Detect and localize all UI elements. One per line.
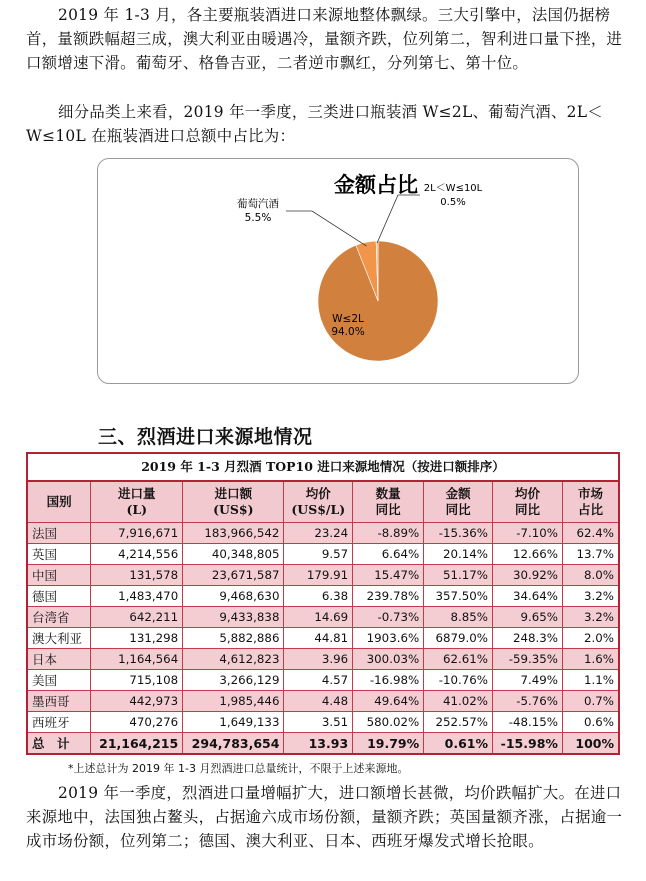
value-cell: 470,276 <box>91 712 183 733</box>
value-cell: 131,298 <box>91 628 183 649</box>
table-header-row <box>27 481 619 523</box>
value-cell: -7.10% <box>493 523 563 544</box>
value-cell: 23.24 <box>284 523 353 544</box>
value-cell: 51.17% <box>424 565 493 586</box>
value-cell: 580.02% <box>353 712 424 733</box>
country-cell: 台湾省 <box>27 607 91 628</box>
paragraph-intro: 2019 年 1-3 月，各主要瓶装酒进口来源地整体飘绿。三大引擎中，法国仍据榜首，量额跌幅超三成，澳大利亚由暖遇冷，量额齐跌，位列第二，智利进口量下挫，进口额增速下滑。葡萄牙、格鲁吉亚，二者逆市飘红，分列第七、第十位。 <box>26 6 623 72</box>
country-cell: 美国 <box>27 670 91 691</box>
value-cell: 1,649,133 <box>183 712 284 733</box>
country-cell: 墨西哥 <box>27 691 91 712</box>
country-cell: 英国 <box>27 544 91 565</box>
value-cell: 13.7% <box>562 544 619 565</box>
value-cell: 23,671,587 <box>183 565 284 586</box>
table-row <box>27 586 619 607</box>
leader-line <box>286 211 367 246</box>
total-value-cell: 21,164,215 <box>91 733 183 755</box>
value-cell: 6.64% <box>353 544 424 565</box>
value-cell: 5,882,886 <box>183 628 284 649</box>
column-header <box>183 481 284 523</box>
value-cell: 252.57% <box>424 712 493 733</box>
value-cell: 4,612,823 <box>183 649 284 670</box>
value-cell: 3.2% <box>562 607 619 628</box>
value-cell: 14.69 <box>284 607 353 628</box>
table-row <box>27 691 619 712</box>
value-cell: 49.64% <box>353 691 424 712</box>
column-header <box>91 481 183 523</box>
value-cell: 9.57 <box>284 544 353 565</box>
pie-chart-panel <box>97 158 579 384</box>
value-cell: -16.98% <box>353 670 424 691</box>
value-cell: 183,966,542 <box>183 523 284 544</box>
column-header <box>353 481 424 523</box>
column-header-line: 同比 <box>514 502 540 517</box>
paragraph-category: 细分品类上来看，2019 年一季度，三类进口瓶装酒 W≤2L、葡萄汽酒、2L＜W≤10L 在瓶装酒进口总额中占比为： <box>26 103 603 145</box>
value-cell: 1903.6% <box>353 628 424 649</box>
value-cell: 7.49% <box>493 670 563 691</box>
total-value-cell: 100% <box>562 733 619 755</box>
value-cell: -5.76% <box>493 691 563 712</box>
value-cell: 40,348,805 <box>183 544 284 565</box>
table-total-row <box>27 733 619 755</box>
column-header-line: 同比 <box>375 502 401 517</box>
value-cell: 34.64% <box>493 586 563 607</box>
value-cell: 642,211 <box>91 607 183 628</box>
value-cell: 239.78% <box>353 586 424 607</box>
value-cell: 3.2% <box>562 586 619 607</box>
value-cell: 8.0% <box>562 565 619 586</box>
column-header-line: 占比 <box>577 502 603 517</box>
total-value-cell: -15.98% <box>493 733 563 755</box>
column-header-line: (L) <box>126 502 148 517</box>
leader-line <box>377 195 420 243</box>
value-cell: 3,266,129 <box>183 670 284 691</box>
value-cell: -48.15% <box>493 712 563 733</box>
column-header-line: 金额 <box>445 486 471 501</box>
column-header-line: (US$/L) <box>291 502 346 517</box>
total-label-cell: 总 计 <box>27 733 91 755</box>
column-header-line: 进口额 <box>214 486 253 501</box>
value-cell: 4,214,556 <box>91 544 183 565</box>
country-cell: 澳大利亚 <box>27 628 91 649</box>
value-cell: 0.7% <box>562 691 619 712</box>
value-cell: 7,916,671 <box>91 523 183 544</box>
value-cell: 1.6% <box>562 649 619 670</box>
country-cell: 日本 <box>27 649 91 670</box>
column-header-line: 同比 <box>445 502 471 517</box>
total-value-cell: 294,783,654 <box>183 733 284 755</box>
value-cell: 2.0% <box>562 628 619 649</box>
column-header <box>284 481 353 523</box>
table-caption: 2019 年 1-3 月烈酒 TOP10 进口来源地情况（按进口额排序） <box>26 452 620 480</box>
table-row <box>27 523 619 544</box>
value-cell: 300.03% <box>353 649 424 670</box>
slice-value-label: 5.5% <box>244 212 272 224</box>
value-cell: 8.85% <box>424 607 493 628</box>
value-cell: 44.81 <box>284 628 353 649</box>
value-cell: 4.57 <box>284 670 353 691</box>
slice-label: W≤2L <box>332 313 364 325</box>
chart-title: 金额占比 <box>334 173 418 197</box>
value-cell: 1.1% <box>562 670 619 691</box>
column-header-line: 数量 <box>375 486 401 501</box>
spirits-import-table <box>26 452 620 755</box>
table-row <box>27 712 619 733</box>
value-cell: 62.61% <box>424 649 493 670</box>
value-cell: 357.50% <box>424 586 493 607</box>
value-cell: 20.14% <box>424 544 493 565</box>
slice-value-label: 0.5% <box>440 197 466 208</box>
table-row <box>27 607 619 628</box>
country-cell: 法国 <box>27 523 91 544</box>
value-cell: 30.92% <box>493 565 563 586</box>
value-cell: 1,985,446 <box>183 691 284 712</box>
value-cell: 179.91 <box>284 565 353 586</box>
column-header <box>27 481 91 523</box>
value-cell: 12.66% <box>493 544 563 565</box>
column-header-line: 进口量 <box>118 486 156 501</box>
slice-value-label: 94.0% <box>331 326 365 338</box>
slice-label: 葡萄汽酒 <box>237 198 279 210</box>
total-value-cell: 0.61% <box>424 733 493 755</box>
total-value-cell: 19.79% <box>353 733 424 755</box>
country-cell: 中国 <box>27 565 91 586</box>
value-cell: 1,483,470 <box>91 586 183 607</box>
column-header-line: 市场 <box>577 486 603 501</box>
column-header-line: 均价 <box>514 486 540 501</box>
column-header <box>424 481 493 523</box>
table-row <box>27 628 619 649</box>
country-cell: 西班牙 <box>27 712 91 733</box>
value-cell: 715,108 <box>91 670 183 691</box>
value-cell: -10.76% <box>424 670 493 691</box>
table-footnote: *上述总计为 2019 年 1-3 月烈酒进口总量统计，不限于上述来源地。 <box>68 762 409 775</box>
value-cell: 15.47% <box>353 565 424 586</box>
value-cell: 9.65% <box>493 607 563 628</box>
table-row <box>27 565 619 586</box>
value-cell: 4.48 <box>284 691 353 712</box>
value-cell: 9,433,838 <box>183 607 284 628</box>
table-row <box>27 649 619 670</box>
country-cell: 德国 <box>27 586 91 607</box>
column-header-line: 均价 <box>305 486 331 501</box>
table-row <box>27 670 619 691</box>
value-cell: 6879.0% <box>424 628 493 649</box>
column-header-line: 国别 <box>46 494 72 509</box>
value-cell: 41.02% <box>424 691 493 712</box>
value-cell: 9,468,630 <box>183 586 284 607</box>
value-cell: 0.6% <box>562 712 619 733</box>
value-cell: -15.36% <box>424 523 493 544</box>
spirits-table-wrapper <box>26 452 620 755</box>
table-row <box>27 544 619 565</box>
value-cell: 248.3% <box>493 628 563 649</box>
value-cell: 62.4% <box>562 523 619 544</box>
value-cell: -0.73% <box>353 607 424 628</box>
value-cell: 3.96 <box>284 649 353 670</box>
total-value-cell: 13.93 <box>284 733 353 755</box>
value-cell: -59.35% <box>493 649 563 670</box>
column-header <box>493 481 563 523</box>
section-title: 三、烈酒进口来源地情况 <box>98 426 313 448</box>
value-cell: 442,973 <box>91 691 183 712</box>
value-cell: 6.38 <box>284 586 353 607</box>
value-cell: 3.51 <box>284 712 353 733</box>
pie-chart <box>98 159 578 383</box>
value-cell: -8.89% <box>353 523 424 544</box>
value-cell: 1,164,564 <box>91 649 183 670</box>
column-header-line: (US$) <box>213 502 254 517</box>
paragraph-spirits-summary: 2019 年一季度，烈酒进口量增幅扩大，进口额增长甚微，均价跌幅扩大。在进口来源地中，法国独占鳌头，占据逾六成市场份额，量额齐跌；英国量额齐涨，占据逾一成市场份额，位列第二；德国、澳大利亚、日本、西班牙爆发式增长抢眼。 <box>26 784 623 850</box>
slice-label: 2L＜W≤10L <box>423 183 483 194</box>
value-cell: 131,578 <box>91 565 183 586</box>
column-header <box>562 481 619 523</box>
